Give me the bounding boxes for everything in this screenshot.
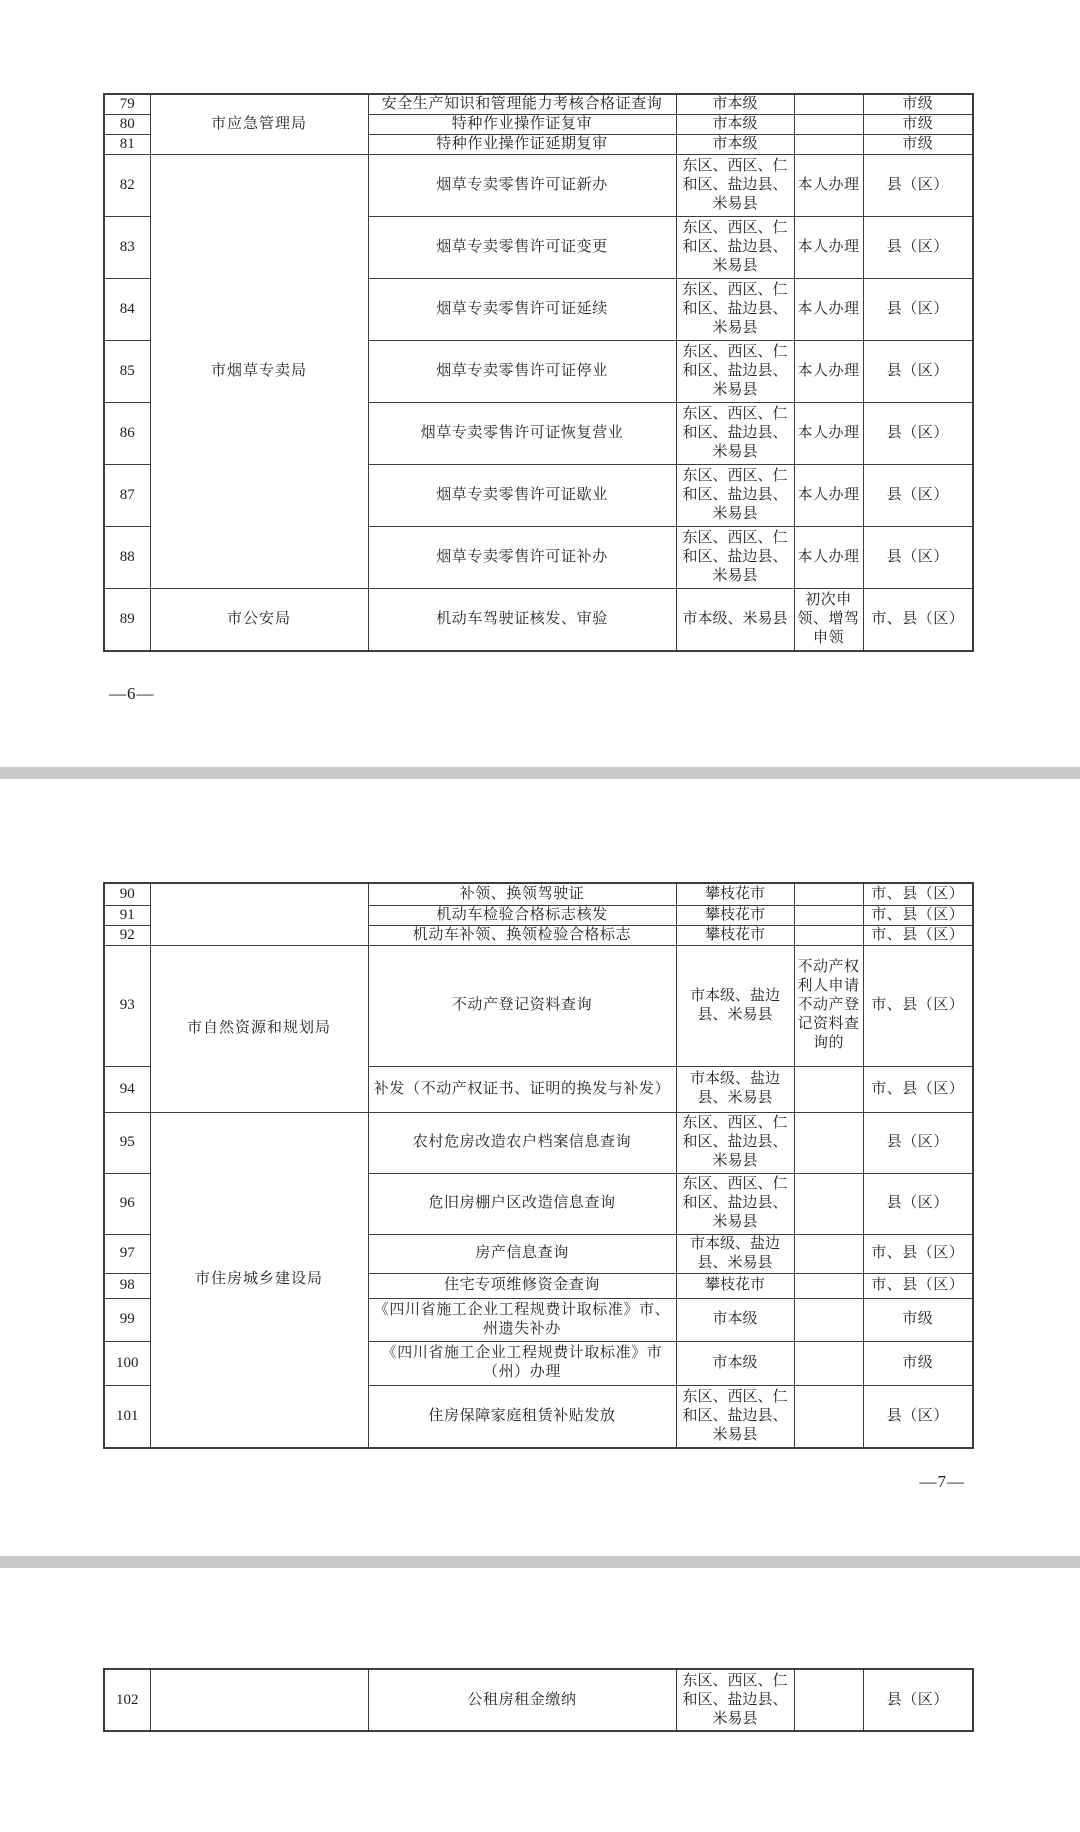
row-number-cell: 93 [104, 945, 150, 1066]
level-cell: 市级 [863, 135, 973, 155]
row-number-cell: 90 [104, 883, 150, 905]
region-cell: 市本级、盐边县、米易县 [676, 1234, 794, 1273]
row-number-cell: 101 [104, 1385, 150, 1448]
level-cell: 市级 [863, 94, 973, 115]
table-row [104, 155, 973, 217]
service-name-cell: 房产信息查询 [368, 1234, 676, 1273]
service-name-cell: 烟草专卖零售许可证补办 [368, 527, 676, 589]
level-cell: 市、县（区） [863, 589, 973, 651]
level-cell: 市、县（区） [863, 883, 973, 905]
region-cell: 东区、西区、仁和区、盐边县、米易县 [676, 279, 794, 341]
region-cell: 市本级 [676, 135, 794, 155]
region-cell: 东区、西区、仁和区、盐边县、米易县 [676, 1669, 794, 1731]
method-cell: 初次申领、增驾申领 [794, 589, 863, 651]
method-cell [794, 1273, 863, 1298]
service-name-cell: 机动车检验合格标志核发 [368, 905, 676, 925]
method-cell: 不动产权利人申请不动产登记资料查询的 [794, 945, 863, 1066]
level-cell: 县（区） [863, 1669, 973, 1731]
service-name-cell: 农村危房改造农户档案信息查询 [368, 1112, 676, 1173]
service-name-cell: 住宅专项维修资金查询 [368, 1273, 676, 1298]
services-table-page-7 [103, 882, 974, 1449]
level-cell: 县（区） [863, 1112, 973, 1173]
service-name-cell: 烟草专卖零售许可证恢复营业 [368, 403, 676, 465]
row-number-cell: 98 [104, 1273, 150, 1298]
page-separator [0, 767, 1080, 779]
department-cell: 市应急管理局 [150, 94, 368, 155]
table-row [104, 94, 973, 115]
row-number-cell: 91 [104, 905, 150, 925]
level-cell: 县（区） [863, 527, 973, 589]
service-name-cell: 特种作业操作证延期复审 [368, 135, 676, 155]
level-cell: 县（区） [863, 217, 973, 279]
level-cell: 县（区） [863, 1173, 973, 1234]
level-cell: 市、县（区） [863, 925, 973, 945]
row-number-cell: 83 [104, 217, 150, 279]
method-cell: 本人办理 [794, 403, 863, 465]
method-cell [794, 1066, 863, 1112]
level-cell: 市、县（区） [863, 1273, 973, 1298]
service-name-cell: 特种作业操作证复审 [368, 115, 676, 135]
services-table-page-8 [103, 1668, 974, 1732]
region-cell: 攀枝花市 [676, 1273, 794, 1298]
row-number-cell: 80 [104, 115, 150, 135]
table-row [104, 589, 973, 651]
level-cell: 市级 [863, 1341, 973, 1385]
service-name-cell: 不动产登记资料查询 [368, 945, 676, 1066]
row-number-cell: 95 [104, 1112, 150, 1173]
row-number-cell: 92 [104, 925, 150, 945]
service-name-cell: 烟草专卖零售许可证歇业 [368, 465, 676, 527]
method-cell [794, 883, 863, 905]
method-cell [794, 115, 863, 135]
method-cell: 本人办理 [794, 155, 863, 217]
level-cell: 县（区） [863, 465, 973, 527]
method-cell [794, 1298, 863, 1341]
service-name-cell: 机动车驾驶证核发、审验 [368, 589, 676, 651]
service-name-cell: 住房保障家庭租赁补贴发放 [368, 1385, 676, 1448]
table-row [104, 883, 973, 905]
method-cell [794, 1173, 863, 1234]
page-number-footer: —7— [919, 1472, 965, 1491]
department-cell [150, 883, 368, 945]
level-cell: 县（区） [863, 403, 973, 465]
region-cell: 东区、西区、仁和区、盐边县、米易县 [676, 1385, 794, 1448]
region-cell: 市本级、盐边县、米易县 [676, 1066, 794, 1112]
method-cell: 本人办理 [794, 341, 863, 403]
row-number-cell: 94 [104, 1066, 150, 1112]
method-cell [794, 925, 863, 945]
service-name-cell: 安全生产知识和管理能力考核合格证查询 [368, 94, 676, 115]
department-cell: 市公安局 [150, 589, 368, 651]
row-number-cell: 96 [104, 1173, 150, 1234]
level-cell: 市、县（区） [863, 945, 973, 1066]
region-cell: 攀枝花市 [676, 883, 794, 905]
level-cell: 县（区） [863, 279, 973, 341]
service-name-cell: 烟草专卖零售许可证停业 [368, 341, 676, 403]
region-cell: 攀枝花市 [676, 925, 794, 945]
row-number-cell: 81 [104, 135, 150, 155]
method-cell [794, 135, 863, 155]
method-cell: 本人办理 [794, 465, 863, 527]
region-cell: 东区、西区、仁和区、盐边县、米易县 [676, 217, 794, 279]
region-cell: 东区、西区、仁和区、盐边县、米易县 [676, 341, 794, 403]
department-cell: 市自然资源和规划局 [150, 945, 368, 1112]
region-cell: 市本级 [676, 1298, 794, 1341]
table-row [104, 1669, 973, 1731]
service-name-cell: 烟草专卖零售许可证延续 [368, 279, 676, 341]
method-cell [794, 1234, 863, 1273]
level-cell: 县（区） [863, 341, 973, 403]
method-cell [794, 1341, 863, 1385]
region-cell: 攀枝花市 [676, 905, 794, 925]
service-name-cell: 《四川省施工企业工程规费计取标准》市、州遗失补办 [368, 1298, 676, 1341]
table-row [104, 945, 973, 1066]
row-number-cell: 100 [104, 1341, 150, 1385]
page-separator [0, 1556, 1080, 1568]
region-cell: 市本级、米易县 [676, 589, 794, 651]
method-cell: 本人办理 [794, 279, 863, 341]
region-cell: 东区、西区、仁和区、盐边县、米易县 [676, 1112, 794, 1173]
row-number-cell: 102 [104, 1669, 150, 1731]
row-number-cell: 85 [104, 341, 150, 403]
region-cell: 市本级、盐边县、米易县 [676, 945, 794, 1066]
service-name-cell: 补领、换领驾驶证 [368, 883, 676, 905]
level-cell: 市级 [863, 1298, 973, 1341]
level-cell: 市级 [863, 115, 973, 135]
service-name-cell: 《四川省施工企业工程规费计取标准》市（州）办理 [368, 1341, 676, 1385]
service-name-cell: 烟草专卖零售许可证新办 [368, 155, 676, 217]
region-cell: 东区、西区、仁和区、盐边县、米易县 [676, 155, 794, 217]
region-cell: 东区、西区、仁和区、盐边县、米易县 [676, 403, 794, 465]
region-cell: 东区、西区、仁和区、盐边县、米易县 [676, 465, 794, 527]
region-cell: 东区、西区、仁和区、盐边县、米易县 [676, 527, 794, 589]
department-cell [150, 1669, 368, 1731]
department-cell: 市烟草专卖局 [150, 155, 368, 589]
level-cell: 县（区） [863, 155, 973, 217]
level-cell: 县（区） [863, 1385, 973, 1448]
method-cell [794, 94, 863, 115]
method-cell [794, 1112, 863, 1173]
level-cell: 市、县（区） [863, 1234, 973, 1273]
method-cell: 本人办理 [794, 527, 863, 589]
service-name-cell: 烟草专卖零售许可证变更 [368, 217, 676, 279]
method-cell: 本人办理 [794, 217, 863, 279]
method-cell [794, 1669, 863, 1731]
region-cell: 市本级 [676, 94, 794, 115]
service-name-cell: 机动车补领、换领检验合格标志 [368, 925, 676, 945]
region-cell: 市本级 [676, 115, 794, 135]
row-number-cell: 82 [104, 155, 150, 217]
row-number-cell: 88 [104, 527, 150, 589]
level-cell: 市、县（区） [863, 905, 973, 925]
region-cell: 东区、西区、仁和区、盐边县、米易县 [676, 1173, 794, 1234]
department-cell: 市住房城乡建设局 [150, 1112, 368, 1448]
row-number-cell: 86 [104, 403, 150, 465]
row-number-cell: 89 [104, 589, 150, 651]
row-number-cell: 87 [104, 465, 150, 527]
row-number-cell: 99 [104, 1298, 150, 1341]
service-name-cell: 公租房租金缴纳 [368, 1669, 676, 1731]
row-number-cell: 84 [104, 279, 150, 341]
row-number-cell: 79 [104, 94, 150, 115]
services-table-page-6 [103, 93, 974, 652]
service-name-cell: 补发（不动产权证书、证明的换发与补发） [368, 1066, 676, 1112]
page-number-footer: —6— [109, 684, 155, 703]
level-cell: 市、县（区） [863, 1066, 973, 1112]
region-cell: 市本级 [676, 1341, 794, 1385]
service-name-cell: 危旧房棚户区改造信息查询 [368, 1173, 676, 1234]
row-number-cell: 97 [104, 1234, 150, 1273]
method-cell [794, 905, 863, 925]
table-row [104, 1112, 973, 1173]
method-cell [794, 1385, 863, 1448]
